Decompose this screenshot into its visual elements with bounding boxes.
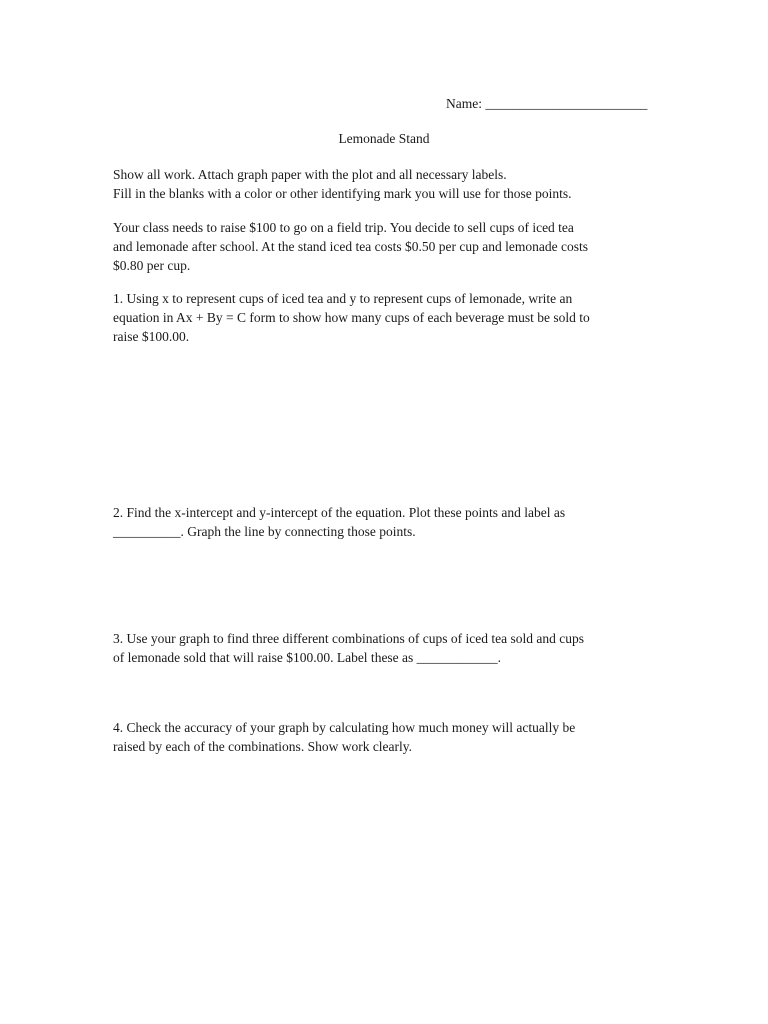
question-line: 4. Check the accuracy of your graph by calculating how much money will actually be (113, 720, 576, 735)
question-2 (113, 503, 653, 541)
question-4 (113, 718, 653, 756)
question-line: 3. Use your graph to find three different combinations of cups of iced tea sold and cups (113, 631, 584, 646)
instructions-line: Show all work. Attach graph paper with the plot and all necessary labels. (113, 167, 507, 182)
scenario-line: Your class needs to raise $100 to go on a field trip. You decide to sell cups of iced tea (113, 220, 574, 235)
page-title: Lemonade Stand (338, 131, 430, 146)
instructions-line: Fill in the blanks with a color or other identifying mark you will use for those points. (113, 186, 572, 201)
question-1 (113, 289, 653, 346)
scenario (113, 218, 653, 275)
question-line: __________. Graph the line by connecting those points. (113, 524, 416, 539)
scenario-line: $0.80 per cup. (113, 258, 191, 273)
scenario-line: and lemonade after school. At the stand iced tea costs $0.50 per cup and lemonade costs (113, 239, 588, 254)
question-line: 1. Using x to represent cups of iced tea and y to represent cups of lemonade, write an (113, 291, 573, 306)
question-line: 2. Find the x-intercept and y-intercept of the equation. Plot these points and label as (113, 505, 566, 520)
question-3 (113, 629, 653, 667)
question-line: equation in Ax + By = C form to show how many cups of each beverage must be sold to (113, 310, 590, 325)
question-line: raise $100.00. (113, 329, 190, 344)
question-line: of lemonade sold that will raise $100.00. Label these as ____________. (113, 650, 502, 665)
question-line: raised by each of the combinations. Show work clearly. (113, 739, 413, 754)
name-field: Name: ________________________ (446, 96, 648, 111)
instructions (113, 165, 653, 203)
